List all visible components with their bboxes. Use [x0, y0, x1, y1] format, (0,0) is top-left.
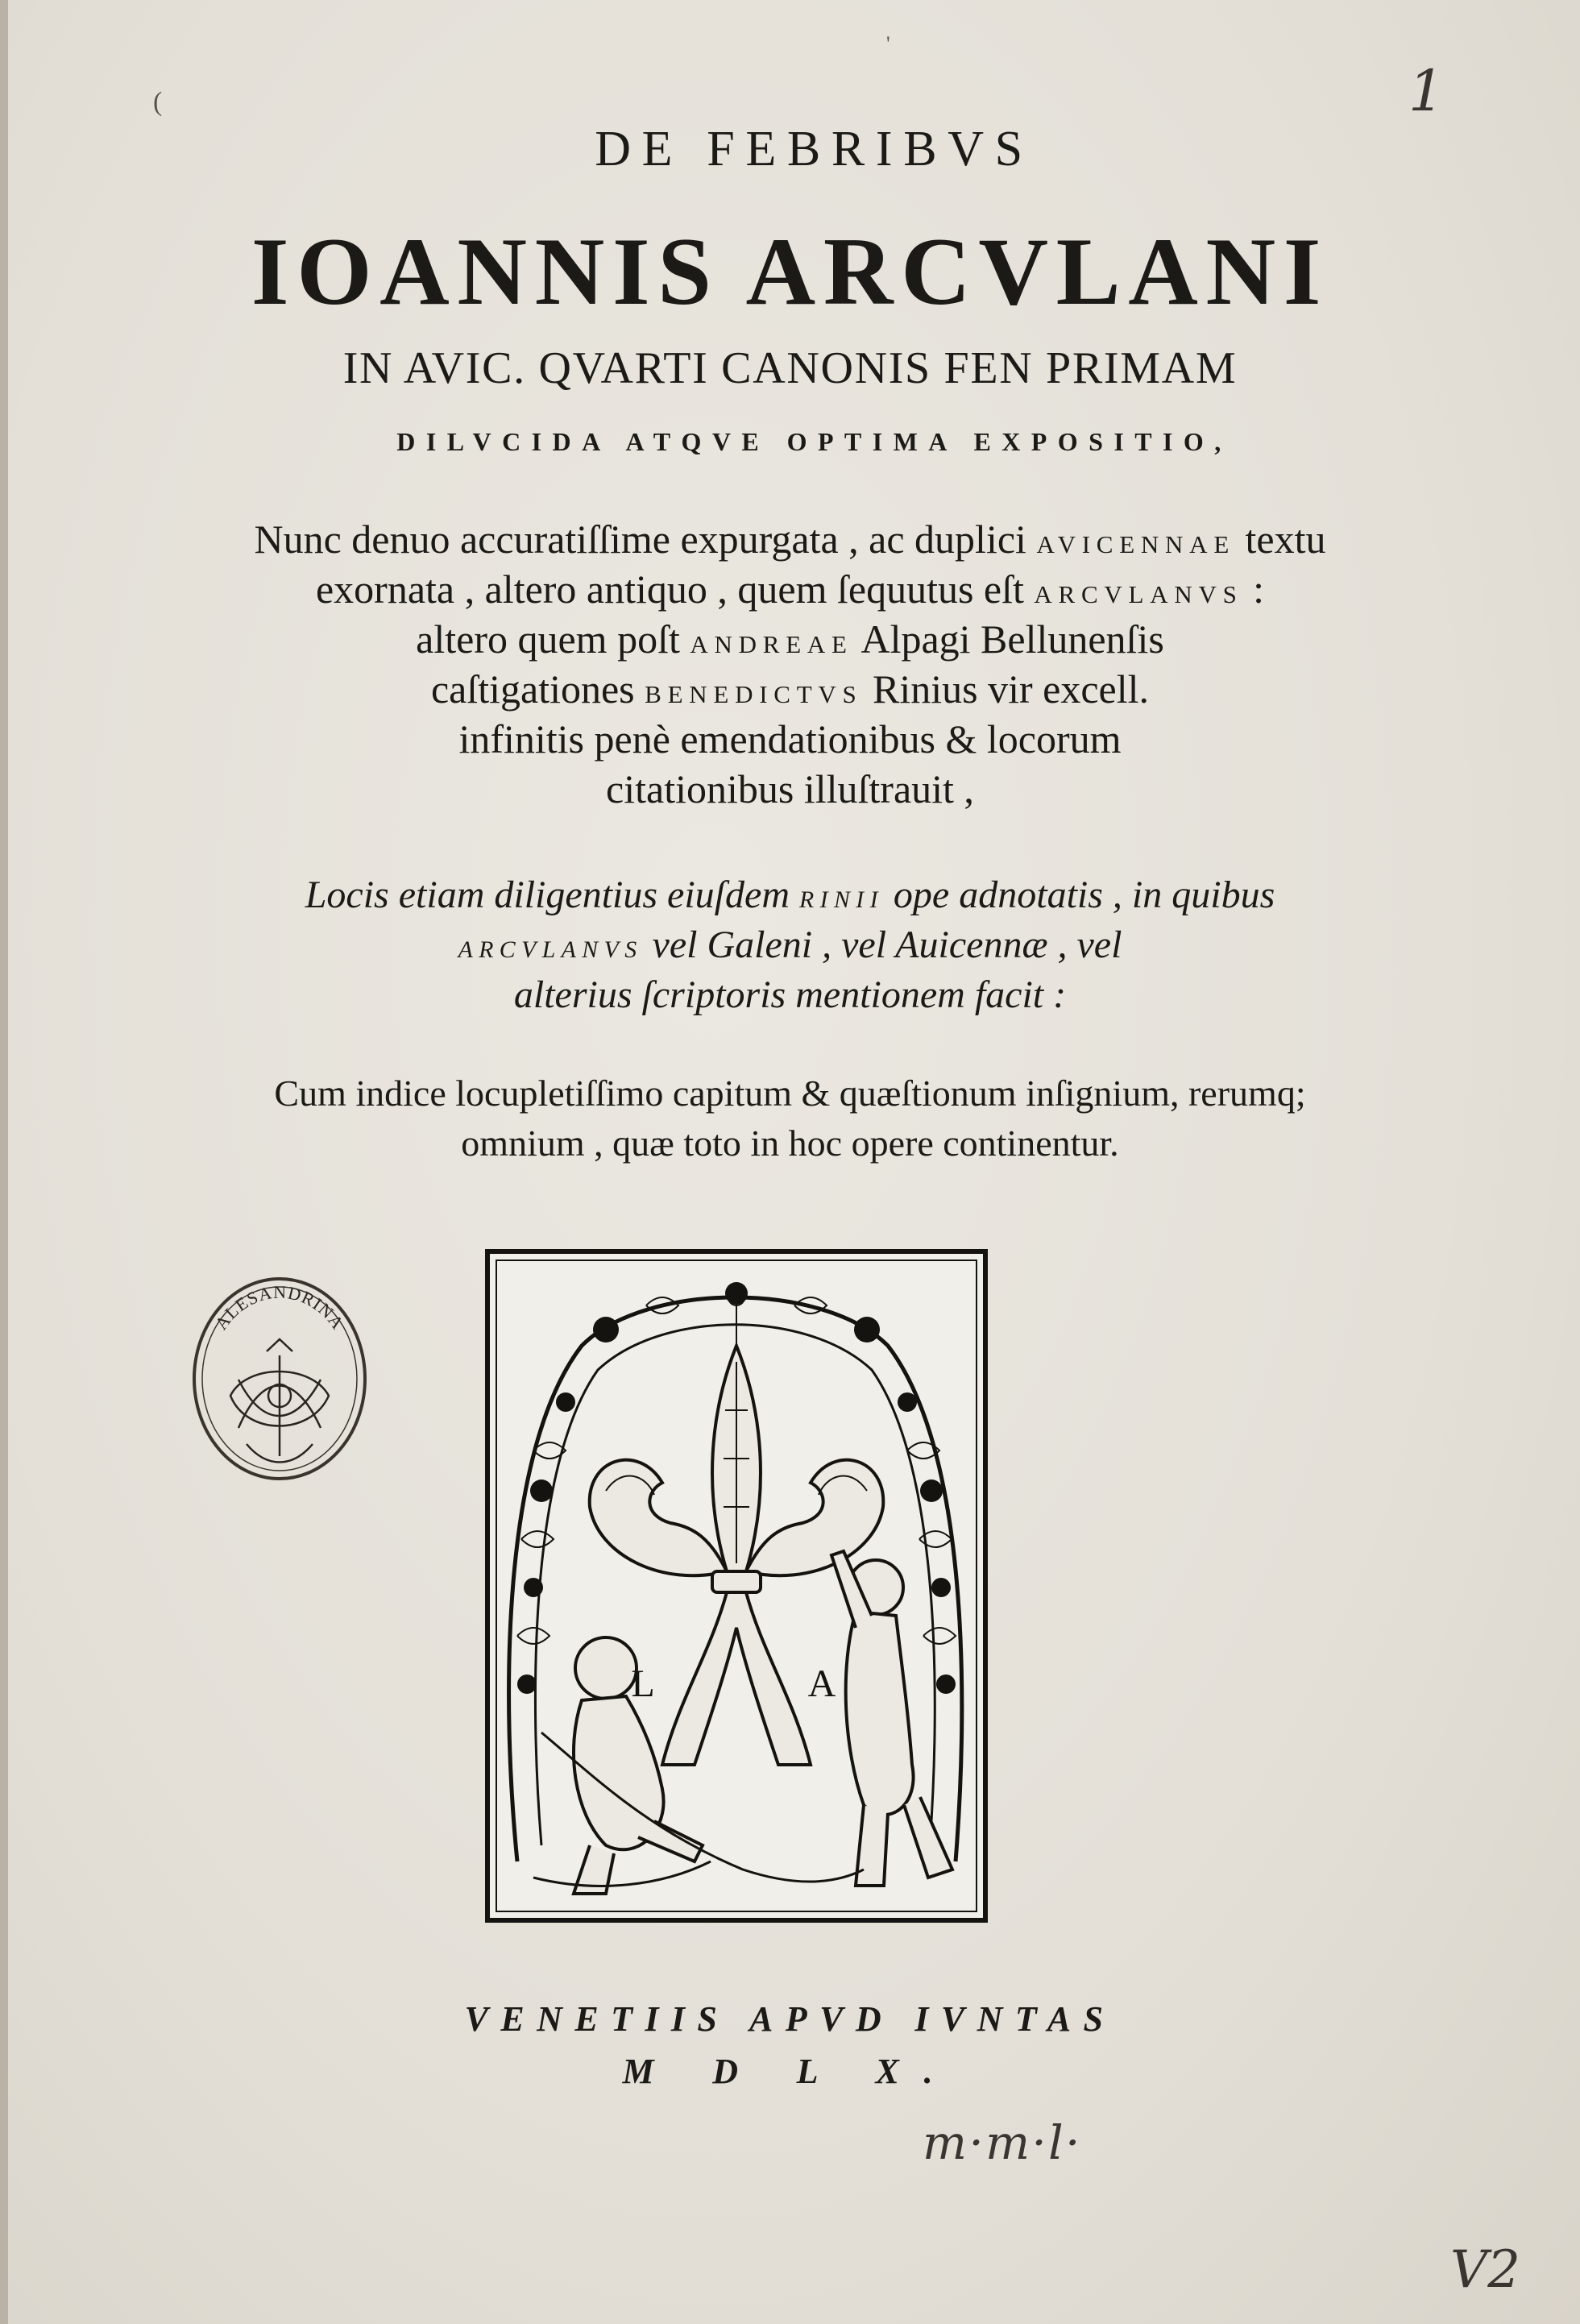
- body-line-6: citationibus illuſtrauit ,: [606, 766, 974, 811]
- small-caps-name: ANDREAE: [690, 630, 853, 658]
- italic-text: Locis etiam diligentius eiuſdem: [305, 874, 799, 916]
- italic-line-2: [0, 923, 1580, 967]
- woodcut-letter-left: L: [631, 1662, 655, 1705]
- body-text: textu: [1235, 517, 1326, 562]
- italic-line-1: [0, 873, 1580, 917]
- stamp-text: ALESANDRINA: [210, 1281, 349, 1334]
- small-caps-name: RINII: [798, 886, 884, 913]
- ink-speck: ': [886, 32, 890, 56]
- small-caps-name: ARCVLANVS: [1034, 580, 1243, 608]
- body-line-4: [0, 666, 1580, 712]
- imprint-date: M D L X.: [622, 2052, 958, 2091]
- title-line-1: DE FEBRIBVS: [595, 122, 1034, 176]
- ink-speck: (: [153, 87, 163, 117]
- small-caps-name: AVICENNAE: [1036, 530, 1235, 558]
- folio-number: 1: [1408, 58, 1445, 124]
- italic-line-3: alterius ſcriptoris mentionem facit :: [513, 973, 1067, 1016]
- italic-text: ope adnotatis , in quibus: [883, 874, 1275, 916]
- body-text: Rinius vir excell.: [862, 666, 1150, 712]
- small-caps-name: ARCVLANVS: [458, 936, 643, 963]
- library-stamp-icon: [190, 1275, 369, 1483]
- svg-text:ALESANDRINA: [211, 1282, 349, 1334]
- body-line-3: [0, 616, 1580, 662]
- italic-text: vel Galeni , vel Auicennæ , vel: [642, 923, 1122, 966]
- body-text: Nunc denuo accuratiſſime expurgata , ac duplici: [254, 517, 1037, 562]
- contents-line-2: omnium , quæ toto in hoc opere continentur.: [461, 1123, 1119, 1164]
- body-line-2: [0, 566, 1580, 612]
- title-line-3: IN AVIC. QVARTI CANONIS FEN PRIMAM: [342, 343, 1238, 393]
- handwritten-shelfmark: m·m·l·: [923, 2115, 1082, 2170]
- body-text: caſtigationes: [430, 666, 645, 712]
- woodcut-letter-right: A: [807, 1662, 836, 1705]
- imprint-place: VENETIIS APVD IVNTAS: [464, 1999, 1116, 2039]
- handwritten-corner-mark: V2: [1450, 2240, 1520, 2300]
- author-name: IOANNIS ARCVLANI: [251, 218, 1329, 325]
- body-text: altero quem poſt: [416, 616, 690, 662]
- contents-line-1: Cum indice locupletiſſimo capitum & quæſtionum inſignium, rerumq;: [274, 1073, 1306, 1114]
- printers-device-woodcut: [485, 1249, 988, 1923]
- body-text: exornata , altero antiquo , quem ſequutus eſt: [315, 566, 1035, 612]
- body-line-5: infinitis penè emendationibus & locorum: [458, 716, 1122, 762]
- body-text: Alpagi Bellunenſis: [852, 616, 1164, 662]
- body-text: :: [1242, 566, 1265, 612]
- body-line-1: [0, 516, 1580, 562]
- small-caps-name: BENEDICTVS: [645, 680, 863, 708]
- title-line-4: DILVCIDA ATQVE OPTIMA EXPOSITIO,: [396, 427, 1232, 456]
